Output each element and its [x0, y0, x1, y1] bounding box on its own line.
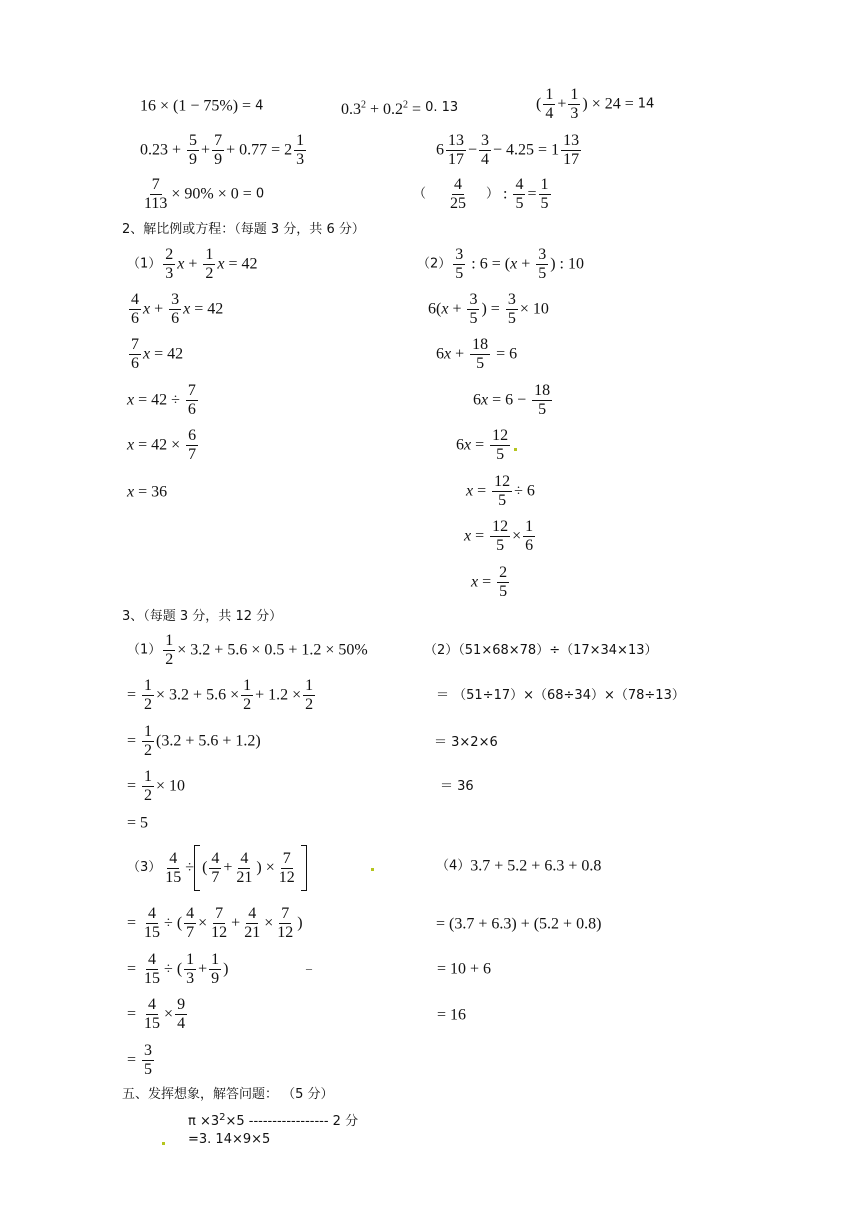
decorative-dot: [371, 868, 374, 871]
equation-1: （1） $\frac{2}{3}$ x + $\frac{1}{2}$ x = 42: [127, 246, 258, 282]
equation-1-step-4: x = 42 × $\frac{6}{7}$: [127, 427, 197, 463]
equation-2-answer: x = $\frac{2}{5}$: [471, 564, 508, 600]
volume-calc-line-1: $\pi \times 3^2\times 5$ ----------------- 2 分: [188, 1112, 359, 1129]
section-heading-3: 3、（每题 3 分，共 12 分）: [122, 609, 283, 624]
calc-3-2-step-2: ＝ 3×2×6: [434, 735, 498, 750]
calc-mixed-number: 6 $\frac{13}{17}$ − $\frac{3}{4}$ − 4.25 = 1 $\frac{13}{17}$: [436, 132, 580, 168]
calc-times-zero: $\frac{7}{113}$ × 90% × 0 = 0: [144, 176, 265, 212]
calc-3-1-step-2: = $\frac{1}{2}$ (3.2 + 5.6 + 1.2): [127, 723, 261, 759]
section-heading-5: 五、发挥想象，解答问题： （5 分）: [122, 1087, 334, 1102]
equation-1-answer: x = 36: [127, 483, 168, 501]
calc-3-4-step-2: = 10 + 6: [437, 960, 492, 978]
calc-16-times: 16 × (1 − 75%) = 4: [140, 97, 264, 115]
equation-2: （2） $\frac{3}{5}$ : 6 = (x + $\frac{3}{5}$ ) : 10: [417, 246, 584, 282]
calc-3-2-answer: ＝ 36: [440, 779, 474, 794]
equation-1-step-2: $\frac{7}{6}$ x = 42: [131, 336, 184, 372]
calc-3-3-step-1: = $\frac{4}{15}$ ÷ ( $\frac{4}{7}$ × $\frac{7}{12}$ + $\frac{4}{21}$ × $\frac{7}{12}$ ): [127, 905, 303, 941]
equation-2-step-1: 6(x + $\frac{3}{5}$ ) = $\frac{3}{5}$ × 10: [428, 291, 549, 327]
equation-1-step-3: x = 42 ÷ $\frac{7}{6}$: [127, 382, 196, 418]
stray-dash: –: [306, 961, 312, 975]
calc-3-3: （3） $\frac{4}{15}$ ÷ ( $\frac{4}{7}$ + $\frac{4}{21}$ ) × $\frac{7}{12}$: [127, 845, 307, 891]
calc-3-4-step-1: = (3.7 + 6.3) + (5.2 + 0.8): [436, 915, 602, 933]
calc-3-3-answer: = $\frac{3}{5}$: [127, 1042, 153, 1078]
calc-3-2-step-1: ＝ （51÷17）×（68÷34）×（78÷13）: [436, 688, 685, 703]
equation-2-step-4: 6x = $\frac{12}{5}$: [456, 427, 509, 463]
calc-ratio-blank: （ $\frac{4}{25}$ ） : $\frac{4}{5}$ = $\frac{1}{5}$: [413, 176, 549, 212]
calc-3-4: （4）3.7 + 5.2 + 6.3 + 0.8: [436, 857, 602, 875]
calc-squares: $0.3^2 + 0.2^2 = 0$. 13: [341, 100, 459, 119]
volume-calc-line-2: =3. 14×9×5: [188, 1132, 271, 1147]
calc-3-3-step-3: = $\frac{4}{15}$ × $\frac{9}{4}$: [127, 996, 186, 1032]
equation-2-step-3: 6x = 6 − $\frac{18}{5}$: [473, 382, 551, 418]
decorative-dot: [162, 1142, 165, 1145]
equation-1-step-1: $\frac{4}{6}$ x + $\frac{3}{6}$ x = 42: [131, 291, 224, 327]
calc-decimal-fraction-sum: 0.23 + $\frac{5}{9}$ + $\frac{7}{9}$ + 0.77 = 2 $\frac{1}{3}$: [140, 132, 305, 168]
equation-2-step-5: x = $\frac{12}{5}$ ÷ 6: [466, 473, 535, 509]
calc-3-1-answer: = 5: [127, 814, 149, 832]
calc-fraction-sum-times-24: ( $\frac{1}{4}$ + $\frac{1}{3}$ ) × 24 = 14: [536, 86, 655, 122]
equation-2-step-2: 6x + $\frac{18}{5}$ = 6: [436, 336, 518, 372]
section-heading-2: 2、解比例或方程：（每题 3 分，共 6 分）: [122, 222, 365, 237]
calc-3-1-step-1: = $\frac{1}{2}$ × 3.2 + 5.6 × $\frac{1}{2}$ + 1.2 × $\frac{1}{2}$: [127, 677, 314, 713]
decorative-dot: [514, 448, 517, 451]
calc-3-4-answer: = 16: [437, 1006, 467, 1024]
calc-3-2: （2）（51×68×78）÷（17×34×13）: [424, 643, 658, 658]
equation-2-step-6: x = $\frac{12}{5}$ × $\frac{1}{6}$: [464, 518, 534, 554]
calc-3-1-step-3: = $\frac{1}{2}$ × 10: [127, 768, 186, 804]
calc-3-3-step-2: = $\frac{4}{15}$ ÷ ( $\frac{1}{3}$ + $\frac{1}{9}$ ): [127, 951, 229, 987]
calc-3-1: （1） $\frac{1}{2}$ × 3.2 + 5.6 × 0.5 + 1.2 × 50%: [127, 632, 368, 668]
